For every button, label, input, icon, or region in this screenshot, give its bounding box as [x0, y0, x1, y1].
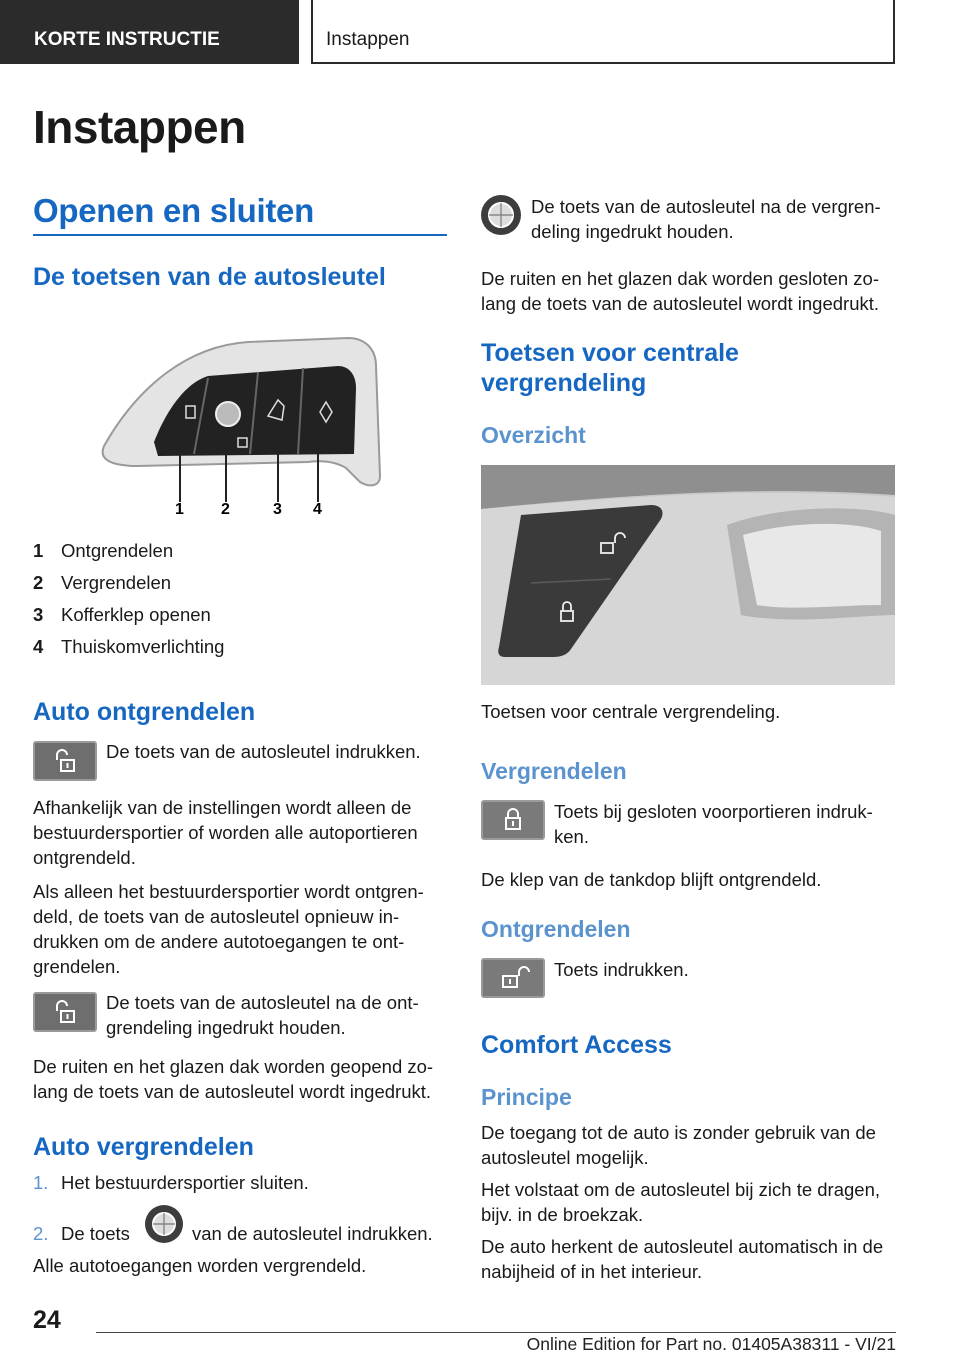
key-callout: 1 [175, 501, 184, 518]
list-item: 2 Vergrendelen [33, 572, 172, 593]
key-legend-list [33, 540, 433, 668]
chapter-tab: Instappen [311, 0, 895, 64]
unlock-button-image [33, 741, 97, 781]
paragraph: De auto herkent de autosleutel automatisch in de nabijheid of in het interieur. [481, 1236, 884, 1282]
lock-button-image [481, 800, 545, 840]
paragraph: De ruiten en het glazen dak worden geopend zo-lang de toets van de autosleutel wordt ingedrukt. [33, 1056, 434, 1102]
unlock-button-text: De toets van de autosleutel indrukken. [106, 741, 421, 762]
unlock-button-text: Toets indrukken. [554, 959, 689, 980]
step-1-text: Het bestuurdersportier sluiten. [61, 1172, 309, 1193]
key-callout: 3 [273, 501, 282, 518]
paragraph: Als alleen het bestuurdersportier wordt ontgren-deld, de toets van de autosleutel opnieuw in-drukken om de andere autotoegangen te ont-grendelen. [33, 881, 424, 977]
comfort-access-heading: Comfort Access [481, 1031, 672, 1059]
section-heading: Openen en sluiten [33, 192, 314, 229]
paragraph: Het volstaat om de autosleutel bij zich te dragen, bijv. in de broekzak. [481, 1179, 881, 1225]
list-item: 3 Kofferklep openen [33, 604, 211, 625]
paragraph: De klep van de tankdop blijft ontgrendeld. [481, 869, 822, 890]
edition-text: Online Edition for Part no. 01405A38311 - VI/21 [526, 1334, 896, 1354]
page-title: Instappen [33, 101, 246, 153]
step-2-number: 2. [33, 1223, 49, 1244]
step-2-text-b: van de autosleutel indrukken. [192, 1223, 433, 1244]
bmw-roundel-icon [481, 195, 521, 235]
unlock-subheading: Ontgrendelen [481, 916, 631, 942]
paragraph: De ruiten en het glazen dak worden gesloten zo-lang de toets van de autosleutel wordt ingedrukt. [481, 268, 880, 314]
central-locking-photo [481, 465, 895, 685]
unlock-hold-button-image [33, 992, 97, 1032]
lock-button-text: Toets bij gesloten voorportieren indruk-ken. [554, 801, 873, 847]
key-callout: 2 [221, 501, 230, 518]
keys-heading: De toetsen van de autosleutel [33, 263, 386, 291]
lock-open-icon [35, 994, 95, 1030]
unlock-hold-text: De toets van de autosleutel na de ont-grendeling ingedrukt houden. [106, 992, 419, 1038]
section-tab: KORTE INSTRUCTIE [0, 0, 299, 64]
principle-heading: Principe [481, 1084, 572, 1110]
overview-heading: Overzicht [481, 422, 586, 448]
step-1-number: 1. [33, 1172, 49, 1193]
key-fob-illustration [98, 336, 382, 518]
bmw-roundel-icon [216, 402, 240, 426]
lock-subheading: Vergrendelen [481, 758, 627, 784]
list-item: 1 Ontgrendelen [33, 540, 174, 561]
paragraph: Afhankelijk van de instellingen wordt alleen de bestuurdersportier of worden alle autoportieren ontgrendeld. [33, 797, 418, 868]
central-locking-heading: Toetsen voor centrale vergrendeling [481, 339, 739, 397]
lock-open-icon [483, 960, 543, 996]
paragraph: Alle autotoegangen worden vergrendeld. [33, 1255, 367, 1276]
unlock-button-image [481, 958, 545, 998]
lock-heading: Auto vergrendelen [33, 1133, 254, 1161]
paragraph: De toegang tot de auto is zonder gebruik van de autosleutel mogelijk. [481, 1122, 876, 1168]
list-item: 4 Thuiskomverlichting [33, 636, 225, 657]
page-number: 24 [33, 1306, 61, 1334]
step-2-text-a: De toets [61, 1223, 130, 1244]
footer-rule [96, 1332, 896, 1333]
photo-caption: Toetsen voor centrale vergrendeling. [481, 701, 781, 722]
bmw-roundel-icon [145, 1205, 183, 1243]
unlock-heading: Auto ontgrendelen [33, 698, 256, 726]
section-rule [33, 234, 447, 236]
lock-closed-icon [483, 802, 543, 838]
key-callout: 4 [313, 501, 322, 518]
lock-open-icon [35, 743, 95, 779]
hold-lock-text: De toets van de autosleutel na de vergren-deling ingedrukt houden. [531, 196, 881, 242]
